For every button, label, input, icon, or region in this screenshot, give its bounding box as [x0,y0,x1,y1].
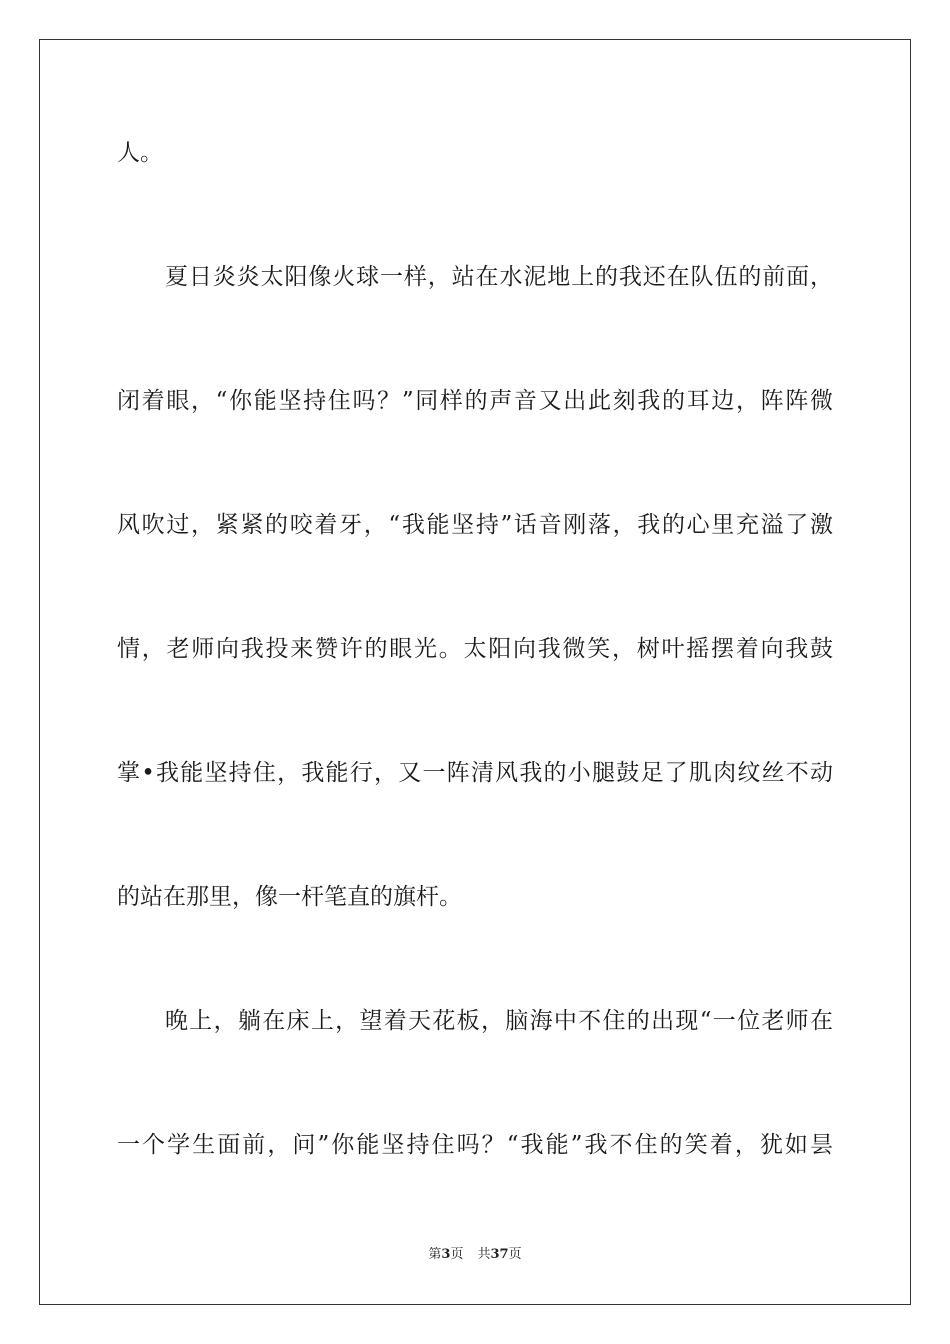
total-label-prefix: 共 [477,1247,491,1262]
page-number: 3 [441,1247,451,1262]
paragraph-start-line: 夏日炎炎太阳像火球一样，站在水泥地上的我还在队伍的前面， [165,264,833,290]
text-line: 一个学生面前，问”你能坚持住吗？“我能”我不住的笑着，犹如昙 [117,1132,833,1158]
text-line: 的站在那里，像一杆笔直的旗杆。 [117,884,462,910]
text-line: 风吹过，紧紧的咬着牙，“我能坚持”话音刚落，我的心里充溢了激 [117,512,833,538]
page-label-suffix: 页 [450,1247,464,1262]
text-line: 掌•我能坚持住，我能行，又一阵清风我的小腿鼓足了肌肉纹丝不动 [117,760,833,786]
total-pages: 37 [490,1247,509,1262]
page-label-prefix: 第 [428,1247,442,1262]
text-line: 闭着眼，“你能坚持住吗？”同样的声音又出此刻我的耳边，阵阵微 [117,388,833,414]
text-line: 人。 [117,140,163,166]
page-border [39,39,911,1305]
page-footer [0,1247,950,1263]
total-label-suffix: 页 [508,1247,522,1262]
paragraph-start-line: 晚上，躺在床上，望着天花板，脑海中不住的出现“一位老师在 [165,1008,833,1034]
text-line: 情，老师向我投来赞许的眼光。太阳向我微笑，树叶摇摆着向我鼓 [117,636,833,662]
